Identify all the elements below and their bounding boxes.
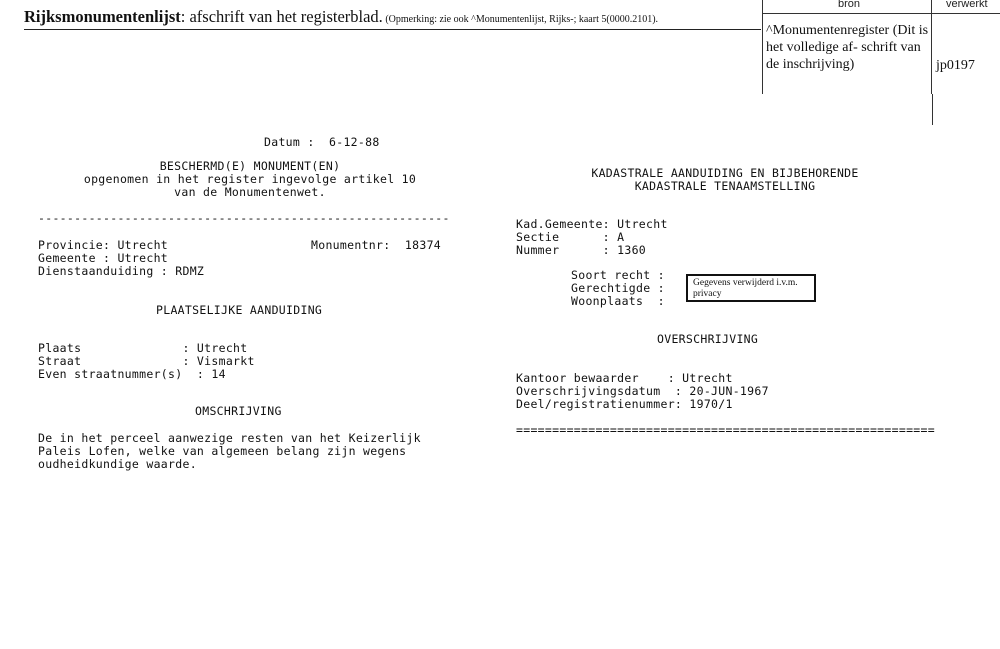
kantoor-bewaarder: Kantoor bewaarder : Utrecht — [516, 371, 733, 385]
document-title — [24, 7, 658, 27]
plaatselijke-heading: PLAATSELIJKE AANDUIDING — [156, 303, 323, 317]
dash-rule: --------------------------------------------------------- — [38, 212, 450, 225]
infobox-left-border — [762, 0, 763, 94]
nummer: Nummer : 1360 — [516, 243, 647, 257]
infobox-header-rule — [762, 13, 1000, 14]
deel-registratienummer: Deel/registratienummer: 1970/1 — [516, 397, 733, 411]
verwerkt-value: jp0197 — [936, 58, 975, 73]
overschrijving-heading: OVERSCHRIJVING — [657, 332, 759, 346]
equals-rule: ========================================================== — [516, 424, 935, 437]
dienstaanduiding: Dienstaanduiding : RDMZ — [38, 264, 205, 278]
straat: Straat : Vismarkt — [38, 354, 255, 368]
overschrijvingsdatum: Overschrijvingsdatum : 20-JUN-1967 — [516, 384, 769, 398]
kadastrale-heading-2: KADASTRALE TENAAMSTELLING — [634, 179, 816, 193]
infobox-divider-lower — [932, 94, 933, 125]
monument-heading-2: opgenomen in het register ingevolge artikel 10 — [83, 172, 417, 186]
bron-value: ^Monumentenregister (Dit is het volledige af- schrift van de inschrijving) — [766, 23, 929, 72]
col-verwerkt-header: verwerkt — [946, 0, 988, 10]
title-note: (Opmerking: zie ook ^Monumentenlijst, Rijks-; kaart 5(0000.2101). — [382, 14, 659, 25]
monument-heading-3: van de Monumentenwet. — [174, 185, 326, 199]
col-bron-header: bron — [838, 0, 861, 10]
title-bold: Rijksmonumentenlijst — [24, 7, 181, 26]
sectie: Sectie : A — [516, 230, 625, 244]
omschrijving-heading: OMSCHRIJVING — [195, 404, 282, 418]
provincie: Provincie: Utrecht — [38, 238, 169, 252]
monumentnr: Monumentnr: 18374 — [311, 238, 442, 252]
soort-recht-label: Soort recht : — [571, 268, 665, 282]
source-info-box — [762, 0, 1000, 125]
gerechtigde-label: Gerechtigde : — [571, 281, 665, 295]
privacy-redaction-box — [686, 274, 816, 302]
redaction-text: Gegevens verwijderd i.v.m. privacy — [693, 278, 798, 299]
even-straatnummer: Even straatnummer(s) : 14 — [38, 367, 226, 381]
kadastrale-heading-1: KADASTRALE AANDUIDING EN BIJBEHORENDE — [591, 166, 859, 180]
omschrijving-line-3: oudheidkundige waarde. — [38, 457, 197, 471]
omschrijving-line-2: Paleis Lofen, welke van algemeen belang zijn wegens — [38, 444, 407, 458]
kad-gemeente: Kad.Gemeente: Utrecht — [516, 217, 668, 231]
omschrijving-line-1: De in het perceel aanwezige resten van het Keizerlijk — [38, 431, 421, 445]
header-rule — [24, 29, 761, 30]
woonplaats-label: Woonplaats : — [571, 294, 665, 308]
plaats: Plaats : Utrecht — [38, 341, 248, 355]
gemeente: Gemeente : Utrecht — [38, 251, 169, 265]
title-rest: : afschrift van het registerblad. — [180, 7, 383, 26]
datum: Datum : 6-12-88 — [264, 135, 380, 149]
monument-heading-1: BESCHERMD(E) MONUMENT(EN) — [159, 159, 341, 173]
